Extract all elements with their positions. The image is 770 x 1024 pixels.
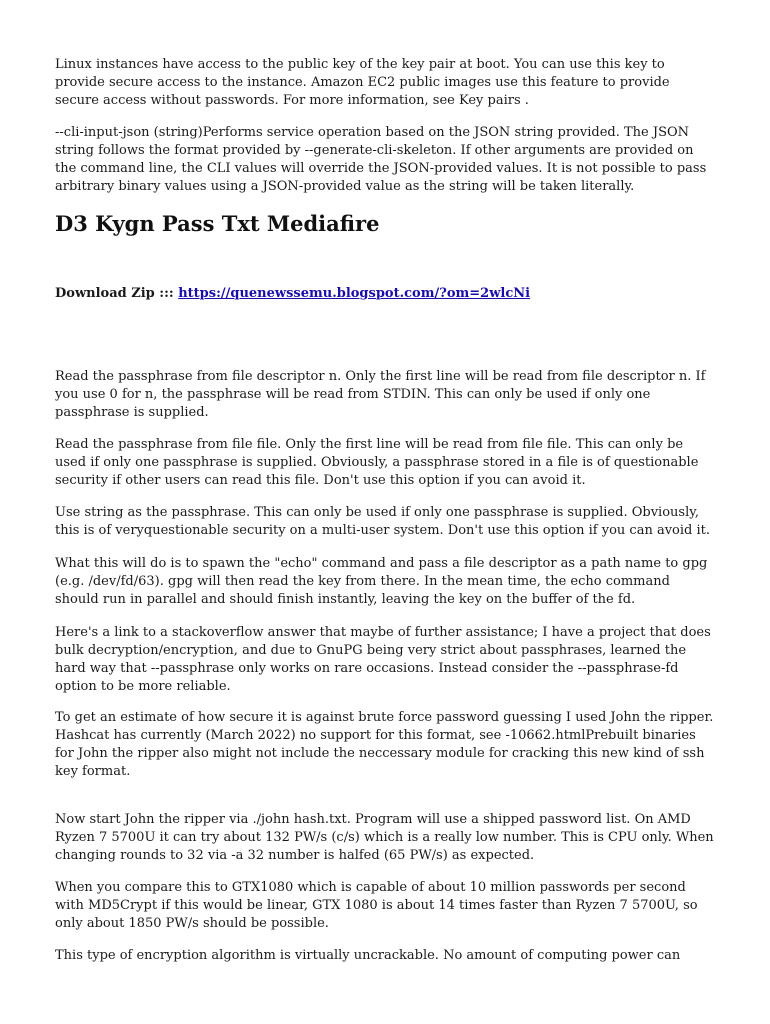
paragraph-passphrase-string: Use string as the passphrase. This can only be used if only one passphrase is supplied. Obviously, this is of veryquestionable security on a multi-user system. Don't use this option if you can avoid it. xyxy=(55,505,711,538)
download-link[interactable]: https://quenewssemu.blogspot.com/?om=2wlcNi xyxy=(178,286,531,301)
paragraph-passphrase-file: Read the passphrase from file file. Only the first line will be read from file file. This can only be used if only one passphrase is supplied. Obviously, a passphrase stored in a file is of questionable security if other users can read this file. Don't use this option if you can avoid it. xyxy=(55,437,699,488)
paragraph-encryption: This type of encryption algorithm is virtually uncrackable. No amount of computing power can xyxy=(55,948,681,963)
paragraph-passphrase-fd: Read the passphrase from file descriptor n. Only the first line will be read from file descriptor n. If you use 0 for n, the passphrase will be read from STDIN. This can only be used if only one passphrase is supplied. xyxy=(55,369,706,420)
download-label: Download Zip ::: xyxy=(55,286,179,301)
intro-paragraph-1: Linux instances have access to the public key of the key pair at boot. You can use this key to provide secure access to the instance. Amazon EC2 public images use this feature to provide secure access without passwords. For more information, see Key pairs . xyxy=(55,57,670,108)
paragraph-gtx1080: When you compare this to GTX1080 which is capable of about 10 million passwords per second with MD5Crypt if this would be linear, GTX 1080 is about 14 times faster than Ryzen 7 5700U, so only about 1850 PW/s should be possible. xyxy=(55,880,698,931)
paragraph-ryzen: Now start John the ripper via ./john hash.txt. Program will use a shipped password list. On AMD Ryzen 7 5700U it can try about 132 PW/s (c/s) which is a really low number. This is CPU only. When changing rounds to 32 via -a 32 number is halfed (65 PW/s) as expected. xyxy=(55,812,714,863)
paragraph-stackoverflow: Here's a link to a stackoverflow answer that maybe of further assistance; I have a project that does bulk decryption/encryption, and due to GnuPG being very strict about passphrases, learned the hard way that --passphrase only works on rare occasions. Instead consider the --passphrase-fd option to be more reliable. xyxy=(55,625,711,694)
intro-paragraph-2: --cli-input-json (string)Performs service operation based on the JSON string provided. The JSON string follows the format provided by --generate-cli-skeleton. If other arguments are provided on the command line, the CLI values will override the JSON-provided values. It is not possible to pass arbitrary binary values using a JSON-provided value as the string will be taken literally. xyxy=(55,125,707,194)
paragraph-john-ripper: To get an estimate of how secure it is against brute force password guessing I used John the ripper. Hashcat has currently (March 2022) no support for this format, see -10662.htmlPrebuilt binaries for John the ripper also might not include the neccessary module for cracking this new kind of ssh key format. xyxy=(55,710,714,779)
paragraph-echo-command: What this will do is to spawn the "echo" command and pass a file descriptor as a path name to gpg (e.g. /dev/fd/63). gpg will then read the key from there. In the mean time, the echo command should run in parallel and should finish instantly, leaving the key on the buffer of the fd. xyxy=(55,556,708,607)
page-title: D3 Kygn Pass Txt Mediafire xyxy=(55,211,380,236)
download-line xyxy=(55,285,530,303)
